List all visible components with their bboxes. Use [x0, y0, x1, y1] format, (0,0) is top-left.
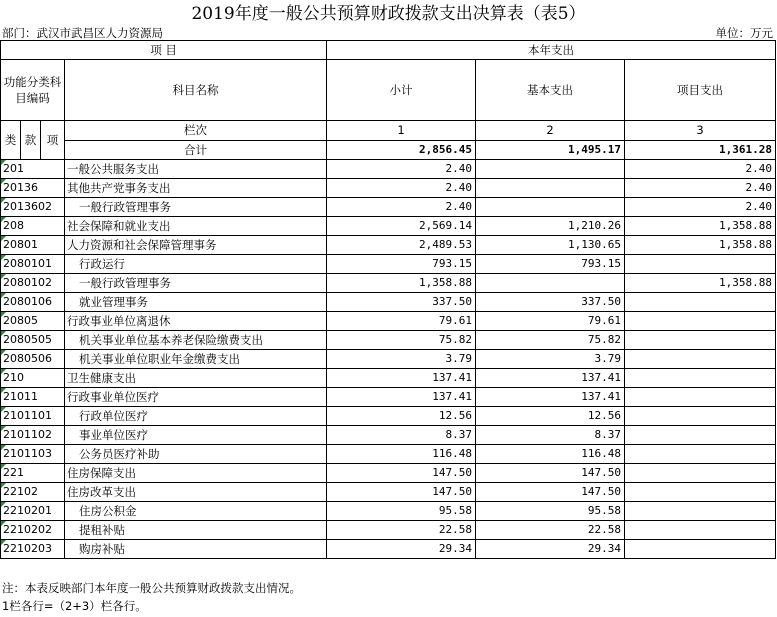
subject-name: 行政单位医疗: [65, 407, 327, 426]
subject-name: 住房公积金: [65, 502, 327, 521]
project-value: 2.40: [625, 179, 776, 198]
subject-name: 一般行政管理事务: [65, 274, 327, 293]
table-row: [1, 407, 776, 426]
table-row: [1, 350, 776, 369]
subtotal-value: 2,489.53: [327, 236, 476, 255]
header-project: 项目支出: [625, 60, 776, 121]
project-value: [625, 445, 776, 464]
subject-code: 20136: [1, 179, 65, 198]
table-row: [1, 255, 776, 274]
header-xiang: 项: [41, 121, 65, 160]
footnote-1: 注：本表反映部门本年度一般公共预算财政拨款支出情况。: [2, 581, 301, 595]
subtotal-value: 12.56: [327, 407, 476, 426]
subject-name: 机关事业单位职业年金缴费支出: [65, 350, 327, 369]
subtotal-value: 75.82: [327, 331, 476, 350]
subject-name: 行政事业单位离退休: [65, 312, 327, 331]
project-value: 2.40: [625, 160, 776, 179]
table-row: [1, 274, 776, 293]
project-value: 1,358.88: [625, 217, 776, 236]
subject-name: 一般行政管理事务: [65, 198, 327, 217]
subject-code: 2210202: [1, 521, 65, 540]
subject-code: 2080106: [1, 293, 65, 312]
subject-code: 221: [1, 464, 65, 483]
basic-value: [476, 274, 625, 293]
subject-code: 20805: [1, 312, 65, 331]
subject-code: 208: [1, 217, 65, 236]
subtotal-value: 8.37: [327, 426, 476, 445]
subtotal-value: 793.15: [327, 255, 476, 274]
table-row: [1, 426, 776, 445]
table-row: [1, 198, 776, 217]
subtotal-value: 22.58: [327, 521, 476, 540]
table-row: [1, 331, 776, 350]
header-func-code: 功能分类科目编码: [1, 60, 65, 121]
subtotal-value: 3.79: [327, 350, 476, 369]
subtotal-value: 29.34: [327, 540, 476, 559]
total-basic: 1,495.17: [476, 140, 625, 160]
basic-value: 79.61: [476, 312, 625, 331]
subject-code: 2080101: [1, 255, 65, 274]
header-col3: 3: [625, 121, 776, 141]
subject-name: 其他共产党事务支出: [65, 179, 327, 198]
table-row: [1, 388, 776, 407]
project-value: 1,358.88: [625, 236, 776, 255]
expenditure-table: [0, 40, 776, 559]
project-value: [625, 426, 776, 445]
table-row: [1, 236, 776, 255]
table-row: [1, 521, 776, 540]
header-subject-name: 科目名称: [65, 60, 327, 121]
header-col2: 2: [476, 121, 625, 141]
page-title: 2019年度一般公共预算财政拨款支出决算表（表5）: [191, 4, 586, 24]
table-row: [1, 502, 776, 521]
subject-code: 22102: [1, 483, 65, 502]
subject-name: 购房补贴: [65, 540, 327, 559]
table-row: [1, 445, 776, 464]
basic-value: 147.50: [476, 483, 625, 502]
project-value: [625, 407, 776, 426]
subject-code: 2101101: [1, 407, 65, 426]
subject-code: 20801: [1, 236, 65, 255]
subject-code: 2080102: [1, 274, 65, 293]
header-lei: 类: [1, 121, 21, 160]
table-row: [1, 369, 776, 388]
subject-name: 公务员医疗补助: [65, 445, 327, 464]
total-row: [1, 140, 776, 160]
basic-value: 95.58: [476, 502, 625, 521]
subject-name: 行政运行: [65, 255, 327, 274]
basic-value: 29.34: [476, 540, 625, 559]
header-kuan: 款: [21, 121, 41, 160]
subject-code: 2210203: [1, 540, 65, 559]
subject-code: 201: [1, 160, 65, 179]
subtotal-value: 147.50: [327, 464, 476, 483]
basic-value: 137.41: [476, 369, 625, 388]
project-value: [625, 293, 776, 312]
subject-name: 行政事业单位医疗: [65, 388, 327, 407]
project-value: [625, 464, 776, 483]
basic-value: 337.50: [476, 293, 625, 312]
subject-name: 就业管理事务: [65, 293, 327, 312]
basic-value: [476, 179, 625, 198]
department-label: 部门：武汉市武昌区人力资源局: [2, 26, 163, 40]
subtotal-value: 116.48: [327, 445, 476, 464]
project-value: [625, 255, 776, 274]
subject-code: 2210201: [1, 502, 65, 521]
project-value: [625, 483, 776, 502]
basic-value: 147.50: [476, 464, 625, 483]
project-value: [625, 388, 776, 407]
subject-name: 住房改革支出: [65, 483, 327, 502]
table-row: [1, 540, 776, 559]
basic-value: 75.82: [476, 331, 625, 350]
project-value: [625, 502, 776, 521]
project-value: [625, 350, 776, 369]
subtotal-value: 1,358.88: [327, 274, 476, 293]
basic-value: [476, 160, 625, 179]
subtotal-value: 137.41: [327, 369, 476, 388]
header-current-year: 本年支出: [327, 41, 776, 60]
basic-value: 12.56: [476, 407, 625, 426]
basic-value: 1,210.26: [476, 217, 625, 236]
table-row: [1, 217, 776, 236]
header-row-1: [1, 41, 776, 60]
table-row: [1, 464, 776, 483]
subject-name: 社会保障和就业支出: [65, 217, 327, 236]
project-value: 2.40: [625, 198, 776, 217]
project-value: [625, 521, 776, 540]
subject-code: 210: [1, 369, 65, 388]
subtotal-value: 95.58: [327, 502, 476, 521]
table-row: [1, 160, 776, 179]
total-label: 合计: [65, 140, 327, 160]
subtotal-value: 2.40: [327, 198, 476, 217]
subject-name: 人力资源和社会保障管理事务: [65, 236, 327, 255]
project-value: [625, 369, 776, 388]
subject-name: 一般公共服务支出: [65, 160, 327, 179]
subject-code: 2101102: [1, 426, 65, 445]
header-row-3: [1, 121, 776, 141]
subject-code: 2080506: [1, 350, 65, 369]
subject-code: 21011: [1, 388, 65, 407]
subtotal-value: 79.61: [327, 312, 476, 331]
header-basic: 基本支出: [476, 60, 625, 121]
header-item: 项 目: [1, 41, 327, 60]
subject-code: 2101103: [1, 445, 65, 464]
table-row: [1, 312, 776, 331]
subject-name: 机关事业单位基本养老保险缴费支出: [65, 331, 327, 350]
basic-value: 137.41: [476, 388, 625, 407]
basic-value: 1,130.65: [476, 236, 625, 255]
subject-code: 2080505: [1, 331, 65, 350]
footnote-2: 1栏各行=（2+3）栏各行。: [2, 599, 147, 613]
subtotal-value: 337.50: [327, 293, 476, 312]
header-col1: 1: [327, 121, 476, 141]
basic-value: 793.15: [476, 255, 625, 274]
project-value: [625, 331, 776, 350]
subject-code: 2013602: [1, 198, 65, 217]
subtotal-value: 2,569.14: [327, 217, 476, 236]
project-value: [625, 540, 776, 559]
basic-value: 3.79: [476, 350, 625, 369]
subject-name: 事业单位医疗: [65, 426, 327, 445]
unit-label: 单位：万元: [715, 26, 773, 40]
subtotal-value: 2.40: [327, 179, 476, 198]
total-project: 1,361.28: [625, 140, 776, 160]
subtotal-value: 147.50: [327, 483, 476, 502]
total-subtotal: 2,856.45: [327, 140, 476, 160]
project-value: [625, 312, 776, 331]
header-column-label: 栏次: [65, 121, 327, 141]
subtotal-value: 2.40: [327, 160, 476, 179]
project-value: 1,358.88: [625, 274, 776, 293]
basic-value: [476, 198, 625, 217]
subtotal-value: 137.41: [327, 388, 476, 407]
header-row-2: [1, 60, 776, 121]
subject-name: 卫生健康支出: [65, 369, 327, 388]
basic-value: 8.37: [476, 426, 625, 445]
subject-name: 提租补贴: [65, 521, 327, 540]
table-row: [1, 293, 776, 312]
basic-value: 116.48: [476, 445, 625, 464]
subject-name: 住房保障支出: [65, 464, 327, 483]
table-row: [1, 483, 776, 502]
header-subtotal: 小计: [327, 60, 476, 121]
table-row: [1, 179, 776, 198]
basic-value: 22.58: [476, 521, 625, 540]
